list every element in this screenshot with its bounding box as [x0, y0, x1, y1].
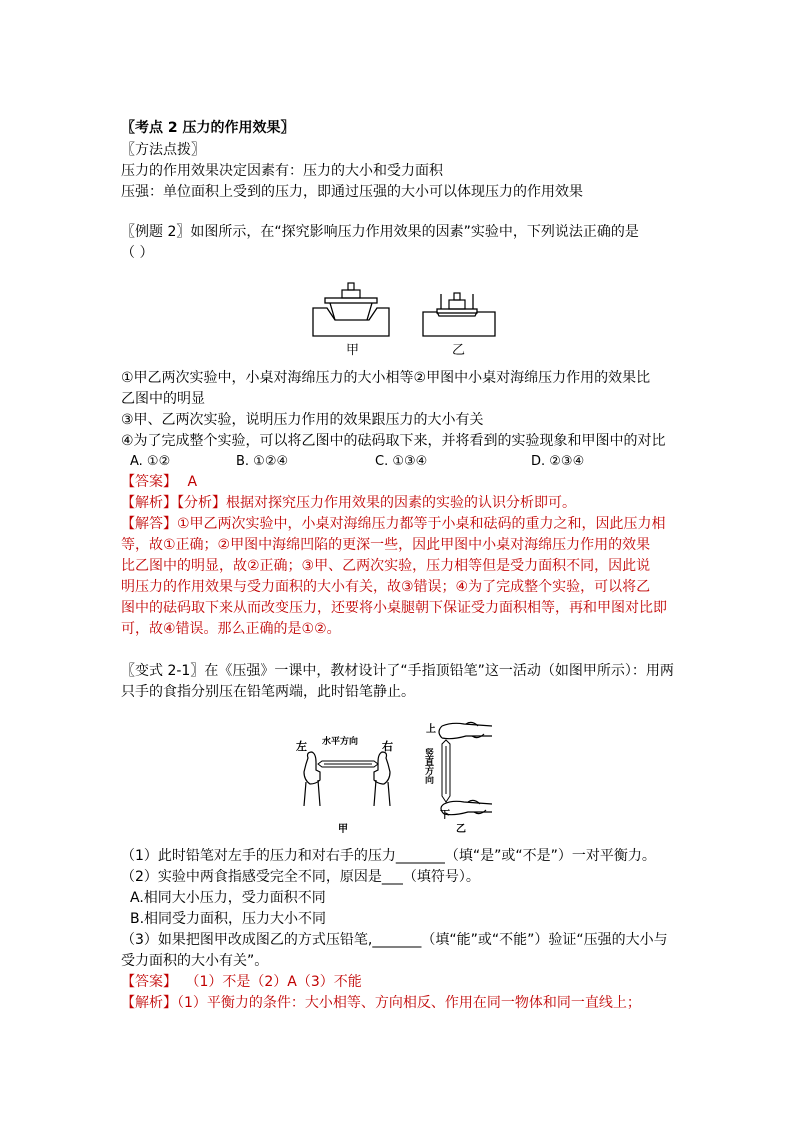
- question-2: （2）实验中两食指感受完全不同，原因是___（填符号）。: [121, 869, 480, 885]
- caption-yi: 乙: [456, 824, 466, 835]
- method-line-2: 压强：单位面积上受到的压力，即通过压强的大小可以体现压力的作用效果: [121, 184, 583, 200]
- label-left: 左: [296, 740, 307, 753]
- statement-1-line-1: ①甲乙两次实验中，小桌对海绵压力的大小相等②甲图中小桌对海绵压力作用的效果比: [121, 370, 651, 386]
- variant-figure: [292, 718, 512, 838]
- statement-3: ③甲、乙两次实验，说明压力作用的效果跟压力的大小有关: [121, 412, 484, 428]
- pencil-vertical-icon: [442, 740, 450, 802]
- solution-line-3: 比乙图中的明显，故②正确；③甲、乙两次实验，压力相等但是受力面积不同，因此说: [121, 558, 651, 574]
- example2-stem-line-2: （ ）: [121, 245, 154, 261]
- variant-answer-value: （1）不是（2）A（3）不能: [185, 974, 362, 990]
- caption-jia: 甲: [338, 824, 348, 835]
- answer-value: A: [187, 474, 198, 490]
- option-d: D. ②③④: [531, 454, 585, 469]
- method-line-1: 压力的作用效果决定因素有：压力的大小和受力面积: [121, 163, 443, 179]
- solution-line-1: 【解答】①甲乙两次实验中，小桌对海绵压力都等于小桌和砝码的重力之和，因此压力相: [121, 516, 666, 532]
- weight-jia: [342, 283, 360, 298]
- variant-stem-line-2: 只手的食指分别压在铅笔两端，此时铅笔静止。: [121, 684, 415, 700]
- statement-1-line-2: 乙图中的明显: [121, 391, 205, 407]
- label-bottom: 下: [440, 810, 450, 821]
- figure-label-jia: 甲: [346, 343, 360, 358]
- pencil-horizontal-icon: [318, 761, 378, 767]
- weight-yi: [449, 293, 465, 309]
- variant-answer: [121, 972, 362, 992]
- example2-figure: [305, 278, 510, 360]
- question-2-option-a: A.相同大小压力，受力面积不同: [130, 890, 326, 906]
- figure-label-yi: 乙: [452, 343, 466, 358]
- option-c: C. ①③④: [375, 454, 428, 469]
- question-2-option-b: B.相同受力面积，压力大小不同: [130, 911, 327, 927]
- label-top: 上: [426, 724, 436, 735]
- solution-line-5: 图中的砝码取下来从而改变压力，还要将小桌腿朝下保证受力面积相等，再和甲图对比即: [121, 600, 667, 616]
- sponge-yi: [423, 312, 495, 336]
- top-hand-icon: [439, 722, 492, 738]
- question-1: （1）此时铅笔对左手的压力和对右手的压力_______（填“是”或“不是”）一对平衡力。: [121, 848, 656, 864]
- variant-analysis: [121, 993, 641, 1013]
- variant-analysis-label: 【解析】: [121, 995, 177, 1011]
- option-b: B. ①②④: [236, 454, 289, 469]
- solution-line-4: 明压力的作用效果与受力面积的大小有关，故③错误；④为了完成整个实验，可以将乙: [121, 579, 651, 595]
- variant-answer-label: 【答案】: [121, 974, 177, 990]
- method-title: 〖方法点拨〗: [121, 142, 205, 158]
- solution-line-2: 等，故①正确；②甲图中海绵凹陷的更深一些，因此甲图中小桌对海绵压力作用的效果: [121, 537, 651, 553]
- right-hand-icon: [374, 752, 390, 806]
- statement-4: ④为了完成整个实验，可以将乙图中的砝码取下来，并将看到的实验现象和甲图中的对比: [121, 433, 666, 449]
- question-3-line-1: （3）如果把图甲改成图乙的方式压铅笔,_______（填“能”或“不能”）验证“压强的大小与: [121, 932, 668, 948]
- label-horizontal: 水平方向: [322, 737, 359, 747]
- solution-line-6: 可，故④错误。那么正确的是①②。: [121, 621, 341, 637]
- example2-analysis: 【解析】【分析】根据对探究压力作用效果的因素的实验的认识分析即可。: [121, 495, 576, 511]
- answer-label: 【答案】: [121, 474, 177, 490]
- section-title: 〖考点 2 压力的作用效果〗: [121, 120, 295, 136]
- option-a: A. ①②: [130, 454, 171, 469]
- question-3-line-2: 受力面积的大小有关”。: [121, 953, 269, 969]
- example2-stem-line-1: 〖例题 2〗如图所示，在“探究影响压力作用效果的因素”实验中，下列说法正确的是: [121, 224, 639, 240]
- variant-stem-line-1: 〖变式 2-1〗在《压强》一课中，教材设计了“手指顶铅笔”这一活动（如图甲所示）：用两: [121, 663, 674, 679]
- table-yi: [437, 294, 477, 313]
- left-hand-icon: [304, 752, 320, 806]
- label-right: 右: [382, 740, 393, 753]
- example2-answer: [121, 472, 197, 492]
- label-vertical: 竖直方向: [423, 748, 433, 784]
- sponge-jia: [313, 308, 389, 336]
- variant-analysis-text: （1）平衡力的条件：大小相等、方向相反、作用在同一物体和同一直线上；: [177, 995, 641, 1011]
